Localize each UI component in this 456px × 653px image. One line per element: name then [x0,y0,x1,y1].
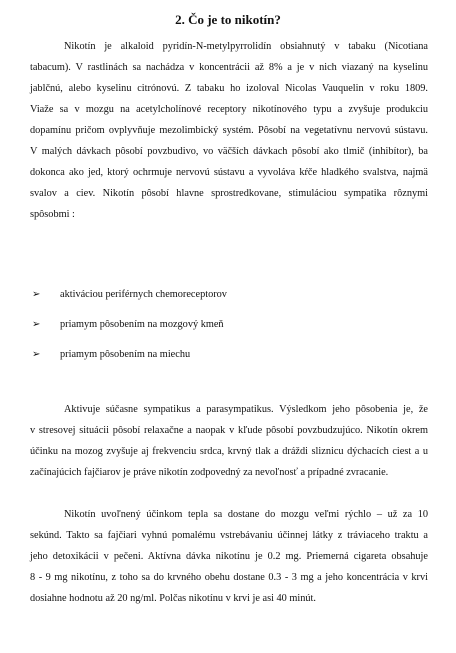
list-item-text: priamym pôsobením na miechu [60,349,191,360]
paragraph-line: Viaže sa v mozgu na acetylcholínové receptory nikotínového typu a zvyšuje produkciu [30,104,428,115]
paragraph-line: sekúnd. Takto sa fajčiari vyhnú pomalému vstrebávaniu účinnej látky z tráviaceho traktu a [30,530,428,541]
paragraph-line: spôsobmi : [30,209,75,220]
paragraph-line: jeho detoxikácii v pečeni. Aktívna dávka nikotínu je 0.2 mg. Priemerná cigareta obsahuje [30,551,428,562]
paragraph-line: v stresovej situácii pôsobí relaxačne a naopak v kľude pôsobí povzbudzujúco. Nikotín okrem [30,425,428,436]
paragraph-line: Aktivuje súčasne sympatikus a parasympatikus. Výsledkom jeho pôsobenia je, že [64,404,428,415]
paragraph-line: začínajúcich fajčiarov je práve nikotín zodpovedný za nevoľnosť a prípadné zvracanie. [30,467,389,478]
paragraph-line: Nikotín je alkaloid pyridín-N-metylpyrrolidín obsiahnutý v tabaku (Nicotiana [64,41,428,52]
section-heading: 2. Čo je to nikotín? [175,12,281,27]
paragraph-nicotine-definition [30,36,428,225]
paragraph-line: dokonca ako jed, ktorý ochrmuje nervovú sústavu a vyvoláva kŕče hladkého svalstva, najmä [30,167,428,178]
paragraph-absorption [30,504,428,609]
paragraph-line: svalov a ciev. Nikotín pôsobí hlavne sprostredkovane, stimuláciou sympatika rôznymi [30,188,428,199]
list-item [30,344,428,374]
paragraph-effects [30,399,428,483]
arrow-bullet-icon: ➢ [32,319,41,330]
paragraph-line: tabacum). V rastlinách sa nachádza v koncentrácii až 8% a je v nich viazaný na kyselinu [30,62,428,73]
paragraph-line: 8 - 9 mg nikotínu, z toho sa do krvného obehu dostane 0.3 - 3 mg a jeho koncentrácia v krvi [30,572,428,583]
list-item-text: priamym pôsobením na mozgový kmeň [60,319,224,330]
paragraph-line: dopamínu pričom ovplyvňuje mezolimbický systém. Pôsobí na vegetatívnu nervovú sústavu. [30,125,428,136]
bullet-list [30,284,428,374]
list-item-text: aktiváciou periférnych chemoreceptorov [60,289,227,300]
list-item [30,284,428,314]
arrow-bullet-icon: ➢ [32,289,41,300]
paragraph-line: účinku na mozog zvyšuje aj frekvenciu srdca, krvný tlak a dráždi sliznicu dýchacích ciest a u [30,446,428,457]
paragraph-line: Nikotín uvoľnený účinkom tepla sa dostane do mozgu veľmi rýchlo – už za 10 [64,509,428,520]
paragraph-line: V malých dávkach pôsobí povzbudivo, vo väčších dávkach pôsobí ako tlmič (inhibítor), ba [30,146,428,157]
paragraph-line: jablčnú, alebo kyselinu citrónovú. Z tabaku ho izoloval Nicolas Vauquelin v roku 1809. [30,83,428,94]
list-item [30,314,428,344]
paragraph-line: dosiahne hodnotu až 20 ng/ml. Polčas nikotínu v krvi je asi 40 minút. [30,593,316,604]
arrow-bullet-icon: ➢ [32,349,41,360]
